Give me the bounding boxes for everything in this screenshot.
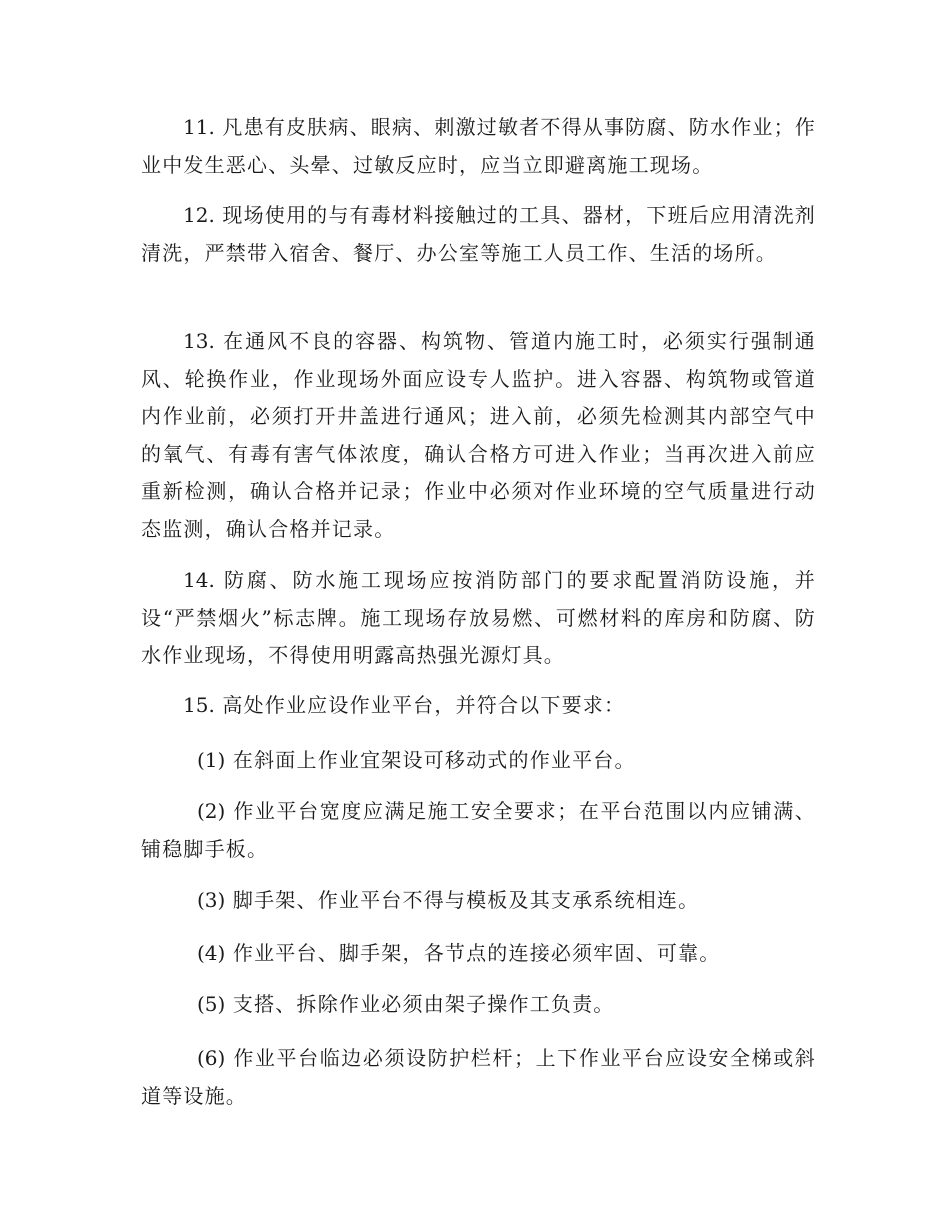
subitem-text: 作业平台宽度应满足施工安全要求；在平台范围以内应铺满、铺稳脚手板。	[141, 799, 817, 861]
paragraph-text: 在通风不良的容器、构筑物、管道内施工时，必须实行强制通风、轮换作业，作业现场外面应设专人监护。进入容器、构筑物或管道内作业前，必须打开井盖进行通风；进入前，必须先检测其内部空气中的氧气、有毒有害气体浓度，确认合格方可进入作业；当再次进入前应重新检测，确认合格并记录；作业中必须对作业环境的空气质量进行动态监测，确认合格并记录。	[141, 329, 816, 541]
subitem-2	[141, 793, 816, 868]
paragraph-number: 13.	[183, 329, 215, 353]
subitem-text: 在斜面上作业宜架设可移动式的作业平台。	[232, 748, 636, 772]
paragraph-number: 11.	[183, 115, 215, 139]
subitem-number: (6)	[197, 1046, 226, 1070]
subitem-4	[141, 935, 721, 973]
subitem-text: 脚手架、作业平台不得与模板及其支承系统相连。	[232, 888, 700, 912]
subitem-number: (1)	[197, 748, 226, 772]
subitem-6	[141, 1040, 816, 1115]
paragraph-13	[141, 323, 816, 548]
subitem-text: 作业平台、脚手架，各节点的连接必须牢固、可靠。	[232, 941, 721, 965]
paragraph-11	[141, 109, 816, 184]
subitem-text: 支搭、拆除作业必须由架子操作工负责。	[232, 992, 615, 1016]
paragraph-number: 15.	[183, 693, 215, 717]
subitem-5	[141, 986, 615, 1024]
paragraph-15	[141, 687, 625, 725]
paragraph-text: 现场使用的与有毒材料接触过的工具、器材，下班后应用清洗剂清洗，严禁带入宿舍、餐厅、办公室等施工人员工作、生活的场所。	[141, 203, 816, 265]
subitem-number: (3)	[197, 888, 226, 912]
paragraph-text: 凡患有皮肤病、眼病、刺激过敏者不得从事防腐、防水作业；作业中发生恶心、头晕、过敏反应时，应当立即避离施工现场。	[141, 115, 816, 177]
paragraph-number: 14.	[183, 568, 215, 592]
paragraph-text: 防腐、防水施工现场应按消防部门的要求配置消防设施，并设“严禁烟火”标志牌。施工现场存放易燃、可燃材料的库房和防腐、防水作业现场，不得使用明露高热强光源灯具。	[141, 568, 817, 667]
subitem-number: (5)	[197, 992, 226, 1016]
paragraph-12	[141, 197, 816, 272]
paragraph-number: 12.	[183, 203, 215, 227]
subitem-number: (4)	[197, 941, 226, 965]
paragraph-14	[141, 562, 816, 675]
subitem-text: 作业平台临边必须设防护栏杆；上下作业平台应设安全梯或斜道等设施。	[141, 1046, 817, 1108]
subitem-1	[141, 742, 636, 780]
paragraph-text: 高处作业应设作业平台，并符合以下要求：	[222, 693, 626, 717]
subitem-3	[141, 882, 699, 920]
subitem-number: (2)	[197, 799, 226, 823]
